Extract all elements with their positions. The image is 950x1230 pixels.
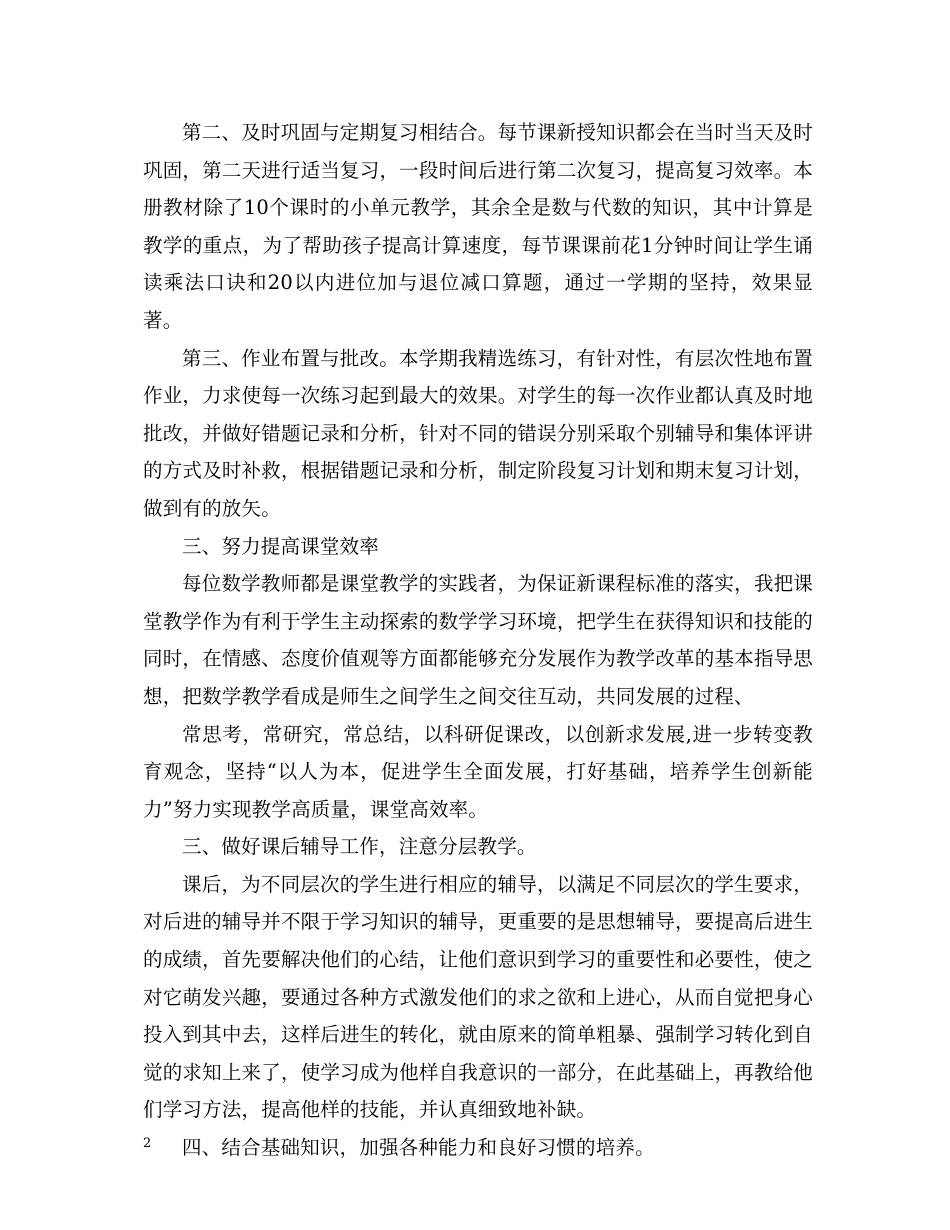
document-body: [143, 114, 813, 1167]
heading-after-class-tutoring: 三、做好课后辅导工作，注意分层教学。: [182, 835, 537, 859]
paragraph-tutoring-details: 课后，为不同层次的学生进行相应的辅导，以满足不同层次的学生要求，对后进的辅导并不限于学习知识的辅导，更重要的是思想辅导，要提高后进生的成绩，首先要解决他们的心结，让他们意识到学习的重要性和必要性，使之对它萌发兴趣，要通过各种方式激发他们的求之欲和上进心，从而自觉把身心投入到其中去，这样后进生的转化，就由原来的简单粗暴、强制学习转化到自觉的求知上来了，使学习成为他样自我意识的一部分，在此基础上，再教给他们学习方法，提高他样的技能，并认真细致地补缺。: [143, 872, 813, 1122]
paragraph-homework-grading: 第三、作业布置与批改。本学期我精选练习，有针对性，有层次性地布置作业，力求使每一次练习起到最大的效果。对学生的每一次作业都认真及时地批改，并做好错题记录和分析，针对不同的错误分别采取个别辅导和集体评讲的方式及时补救，根据错题记录和分析，制定阶段复习计划和期末复习计划，做到有的放矢。: [143, 346, 813, 520]
heading-skills-habits: 四、结合基础知识，加强各种能力和良好习惯的培养。: [182, 1136, 655, 1160]
paragraph-research-reform: 常思考，常研究，常总结，以科研促课改，以创新求发展,进一步转变教育观念，坚持“以人为本，促进学生全面发展，打好基础，培养学生创新能力”努力实现教学高质量，课堂高效率。: [143, 722, 813, 821]
paragraph-classroom-practice: 每位数学教师都是课堂教学的实践者，为保证新课程标准的落实，我把课堂教学作为有利于学生主动探索的数学学习环境，把学生在获得知识和技能的同时，在情感、态度价值观等方面都能够充分发展作为教学改革的基本指导思想，把数学教学看成是师生之间学生之间交往互动，共同发展的过程、: [143, 572, 813, 708]
page-number: 2: [143, 1136, 152, 1151]
heading-classroom-efficiency: 三、努力提高课堂效率: [182, 534, 380, 558]
paragraph-review-consolidation: 第二、及时巩固与定期复习相结合。每节课新授知识都会在当时当天及时巩固，第二天进行适当复习，一段时间后进行第二次复习，提高复习效率。本册教材除了10个课时的小单元教学，其余全是数与代数的知识，其中计算是教学的重点，为了帮助孩子提高计算速度，每节课课前花1分钟时间让学生诵读乘法口诀和20以内进位加与退位减口算题，通过一学期的坚持，效果显著。: [143, 121, 813, 332]
